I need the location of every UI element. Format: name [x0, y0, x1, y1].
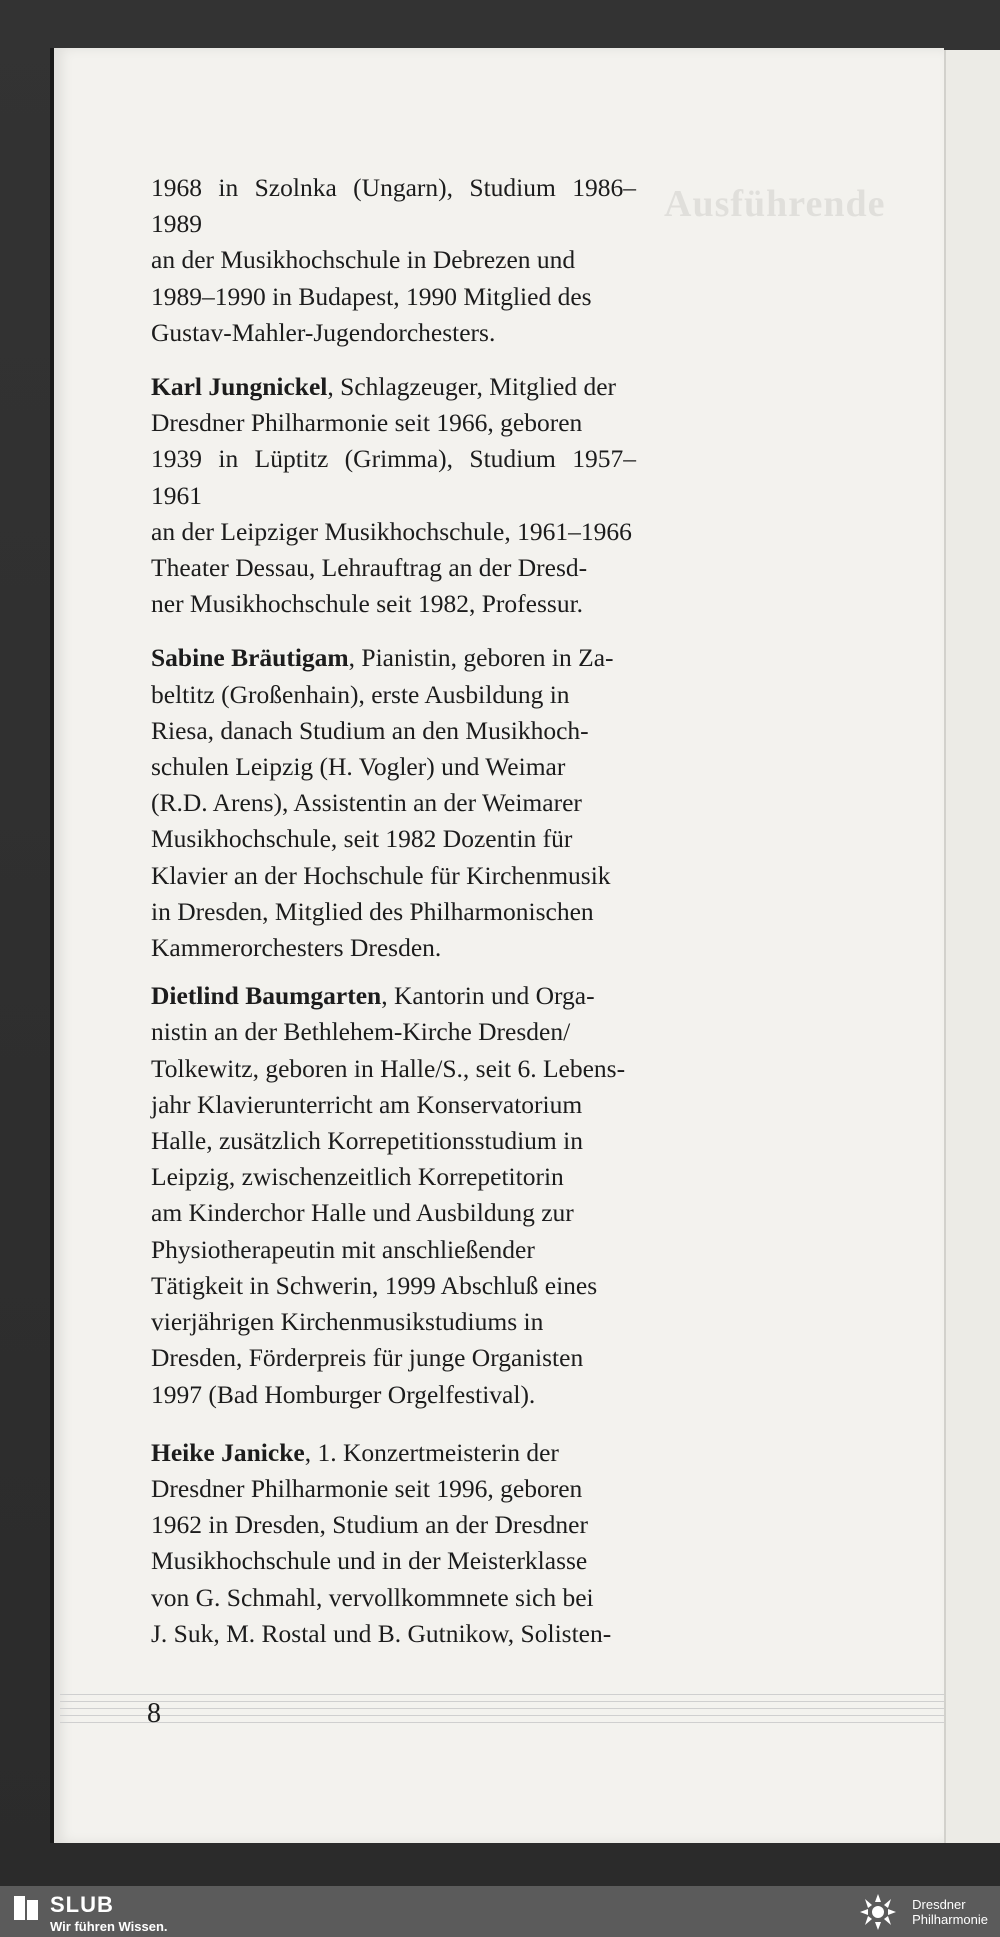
partner-name-line1: Dresdner [912, 1897, 966, 1912]
person-name: Heike Janicke [151, 1437, 305, 1467]
body-text [151, 170, 636, 1652]
person-name: Sabine Bräutigam [151, 643, 349, 673]
person-name: Dietlind Baumgarten [151, 981, 382, 1011]
paragraph-dietlind-baumgarten: Dietlind Baumgarten, Kantorin und Orga- nistin an der Bethlehem-Kirche Dresden/ Tolkewitz, geboren in Halle/S., seit 6. Lebens- jahr Klavierunterricht am Konservatorium Halle, zusätzlich Korrepetitionsstudium in Leipzig, zwischenzeitlich Korrepetitorin am Kinderchor Halle und Ausbildung zur Physiotherapeutin mit anschließender Tätigkeit in Schwerin, 1999 Abschluß eines vierjährigen Kirchenmusikstudiums in Dresden, Förderpreis für junge Organisten 1997 (Bad Homburger Orgelfestival). [151, 981, 626, 1409]
bleed-through-heading: Ausführende [664, 183, 886, 225]
viewer-footer [0, 1886, 1000, 1937]
decorative-staff-lines [60, 1694, 944, 1730]
paragraph-sabine-braeutigam: Sabine Bräutigam, Pianistin, geboren in Za- beltitz (Großenhain), erste Ausbildung in Riesa, danach Studium an den Musikhoch- schulen Leipzig (H. Vogler) und Weimar (R.D. Arens), Assistentin an der Weimarer Musikhochschule, seit 1982 Dozentin für Klavier an der Hochschule für Kirchenmusik in Dresden, Mitglied des Philharmonischen Kammerorchesters Dresden. [151, 643, 614, 963]
partner-name-line2: Philharmonie [912, 1912, 988, 1927]
paragraph-heike-janicke: Heike Janicke, 1. Konzertmeisterin der Dresdner Philharmonie seit 1996, geboren 1962 in Dresden, Studium an der Dresdner Musikhochschule und in der Meisterklasse von G. Schmahl, vervollkommnete sich bei J. Suk, M. Rostal und B. Gutnikow, Solisten- [151, 1437, 612, 1648]
paragraph-continuation: 1968 in Szolnka (Ungarn), Studium 1986–1989 an der Musikhochschule in Debrezen und 1989–1990 in Budapest, 1990 Mitglied des Gustav-Mahler-Jugendorchesters. [151, 173, 636, 347]
dresdner-philharmonie-emblem-icon [854, 1892, 902, 1932]
slub-book-icon [14, 1896, 40, 1920]
partner-logo-link[interactable] [854, 1892, 988, 1932]
page-number: 8 [147, 1698, 161, 1729]
facing-page-edge [944, 50, 1000, 1843]
person-name: Karl Jungnickel [151, 372, 328, 402]
slub-name: SLUB [50, 1892, 114, 1917]
slub-tagline: Wir führen Wissen. [50, 1919, 168, 1934]
paragraph-karl-jungnickel: Karl Jungnickel, Schlagzeuger, Mitglied der Dresdner Philharmonie seit 1966, geboren 1939 in Lüptitz (Grimma), Studium 1957–1961 an der Leipziger Musikhochschule, 1961–1966 Theater Dessau, Lehrauftrag an der Dresd- ner Musikhochschule seit 1982, Professur. [151, 372, 636, 619]
slub-logo-link[interactable] [14, 1892, 168, 1934]
